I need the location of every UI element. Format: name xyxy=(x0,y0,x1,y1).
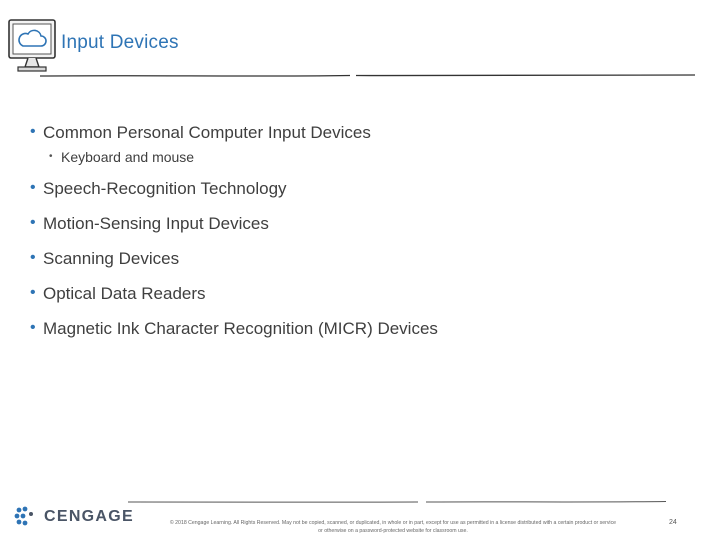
bullet-item xyxy=(30,283,690,305)
bullet-text: Optical Data Readers xyxy=(43,284,206,303)
copyright-line: or otherwise on a password-protected website for classroom use. xyxy=(318,528,468,534)
slide-header xyxy=(0,0,720,90)
bullet-marker: • xyxy=(30,319,36,336)
cengage-logo xyxy=(14,503,134,529)
sub-bullet-marker: • xyxy=(49,151,53,162)
logo-text: CENGAGE xyxy=(44,508,134,525)
title-underline xyxy=(40,70,700,82)
copyright-notice xyxy=(128,519,658,535)
bullet-marker: • xyxy=(30,284,36,301)
copyright-line: © 2018 Cengage Learning. All Rights Reserved. May not be copied, scanned, or duplicated, in whole or in part, except for use as permitted in a license distributed with a certain product or service xyxy=(169,520,617,526)
bullet-marker: • xyxy=(30,214,36,231)
bullet-item xyxy=(30,318,690,340)
bullet-item xyxy=(30,178,690,200)
bullet-item xyxy=(30,122,690,144)
monitor-cloud-icon xyxy=(6,18,58,74)
bullet-text: Magnetic Ink Character Recognition (MICR) Devices xyxy=(43,319,438,338)
page-title: Input Devices xyxy=(61,32,179,53)
bullet-marker: • xyxy=(30,123,36,140)
bullet-list xyxy=(30,122,690,353)
bullet-text: Common Personal Computer Input Devices xyxy=(43,123,371,142)
page-number: 24 xyxy=(669,519,677,526)
footer-divider xyxy=(128,497,668,507)
bullet-marker: • xyxy=(30,179,36,196)
bullet-marker: • xyxy=(30,249,36,266)
slide-footer xyxy=(0,495,720,540)
sub-bullet-item xyxy=(30,148,690,166)
cengage-logo-icon xyxy=(14,505,38,527)
bullet-text: Speech-Recognition Technology xyxy=(43,179,287,198)
bullet-item xyxy=(30,248,690,270)
sub-bullet-text: Keyboard and mouse xyxy=(61,149,195,165)
bullet-text: Scanning Devices xyxy=(43,249,180,268)
bullet-text: Motion-Sensing Input Devices xyxy=(43,214,269,233)
bullet-item xyxy=(30,213,690,235)
